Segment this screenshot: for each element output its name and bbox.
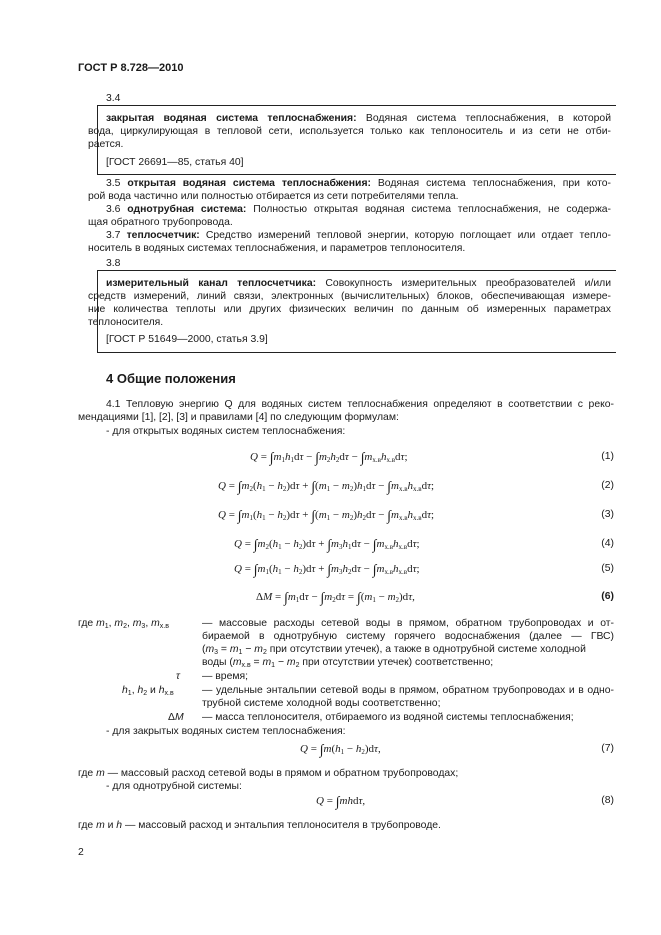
where-description: бираемой в однотрубную систему горячего водоснабжения (далее — ГВС) — [202, 631, 614, 642]
equation-number: (6) — [601, 591, 614, 602]
where-symbol: τ — [176, 671, 180, 682]
definition-number: 3.5 — [106, 178, 121, 189]
equation-number: (1) — [601, 451, 614, 462]
definition-line — [106, 112, 611, 125]
definition-line — [106, 203, 611, 216]
formula-7: $Q = \int m(h_1 - h_2)d\tau$, — [300, 743, 381, 758]
equation-number: (3) — [601, 509, 614, 520]
definition-line: ние количества теплоты или других физических величин по данным об измеренных параметрах — [88, 304, 611, 315]
where-line: где m и h — массовый расход и энтальпия теплоносителя в трубопроводе. — [78, 820, 441, 831]
definition-term: измерительный канал теплосчетчика: — [106, 278, 317, 289]
definition-term: теплосчетчик: — [126, 230, 200, 241]
definition-reference: [ГОСТ Р 51649—2000, статья 3.9] — [106, 334, 268, 345]
where-word: где — [78, 618, 94, 629]
formula-6: $\Delta M = \int m_1d\tau - \int m_2d\tau = \int(m_1 - m_2)d\tau$, — [256, 591, 415, 606]
where-description: воды ($m_{х.в} = m_1 - m_2$ при отсутствии утечек) соответственно; — [202, 657, 494, 669]
where-line: где m — массовый расход сетевой воды в прямом и обратном трубопроводах; — [78, 768, 459, 779]
definition-term: однотрубная система: — [127, 204, 247, 215]
where-description: — время; — [202, 671, 249, 682]
where-text: воды ( — [202, 657, 233, 668]
equation-number: (2) — [601, 480, 614, 491]
where-symbol: ΔM — [168, 712, 184, 723]
bullet-item: - для закрытых водяных систем теплоснабжения: — [106, 726, 346, 737]
equation-number: (7) — [601, 743, 614, 754]
definition-text: Полностью открытая водяная система теплоснабжения, не содержа- — [253, 204, 612, 215]
definition-line: рается. — [88, 139, 124, 150]
definition-term: закрытая водяная система теплоснабжения: — [106, 113, 357, 124]
definition-line: носитель в водяных системах теплоснабжения, и параметров теплоносителя. — [88, 243, 466, 254]
where-description: — удельные энтальпии сетевой воды в прямом, обратном трубопроводах и в одно- — [202, 685, 614, 696]
formula-1: $Q = \int m_1h_1d\tau - \int m_2h_2d\tau - \int m_{х.в}h_{х.в}d\tau$; — [250, 451, 408, 466]
definition-line — [106, 229, 611, 242]
where-text: при отсутствии утечек) соответственно; — [302, 657, 494, 668]
formula-3: $Q = \int m_1(h_1 - h_2)d\tau + \int(m_1 - m_2)h_2d\tau - \int m_{х.в}h_{х.в}d\tau$; — [218, 509, 435, 524]
definition-line: рой вода частично или полностью отбирается из сети потребителями тепла. — [88, 191, 459, 202]
equation-number: (5) — [601, 563, 614, 574]
formula-2: $Q = \int m_2(h_1 - h_2)d\tau + \int(m_1 - m_2)h_1d\tau - \int m_{х.в}h_{х.в}d\tau$; — [218, 480, 435, 495]
definition-number: 3.8 — [106, 258, 121, 269]
where-description: ($m_3 = m_1 - m_2$ при отсутствии утечек), а также в однотрубной системе холодной — [202, 644, 586, 656]
where-text: — массовый расход и энтальпия теплоносителя в трубопроводе. — [124, 820, 441, 831]
where-text: — массовый расход сетевой воды в прямом и обратном трубопроводах; — [107, 768, 459, 779]
document-header: ГОСТ Р 8.728—2010 — [78, 62, 184, 74]
formula-4: $Q = \int m_2(h_1 - h_2)d\tau + \int m_3h_1d\tau - \int m_{х.в}h_{х.в}d\tau$; — [234, 538, 420, 553]
definition-text: Совокупность измерительных преобразователей и/или — [325, 278, 612, 289]
where-text: при отсутствии утечек), а также в однотрубной системе холодной — [269, 644, 586, 655]
section-heading: 4 Общие положения — [106, 371, 236, 386]
where-description: — массовые расходы сетевой воды в прямом, обратном трубопроводах и от- — [202, 618, 614, 629]
where-intro: где $m_1$, $m_2$, $m_3$, $m_{х.в}$ — [78, 618, 169, 630]
definition-line: щая обратного трубопровода. — [88, 217, 233, 228]
definition-line — [106, 177, 611, 190]
definition-text: Водяная система теплоснабжения, в которой — [365, 113, 612, 124]
page-number: 2 — [78, 847, 84, 858]
definition-reference: [ГОСТ 26691—85, статья 40] — [106, 157, 244, 168]
definition-number: 3.7 — [106, 230, 121, 241]
where-description: — масса теплоносителя, отбираемого из водяной системы теплоснабжения; — [202, 712, 574, 723]
formula-8: Q = ∫mhdτ, — [316, 795, 366, 810]
bullet-item: - для однотрубной системы: — [106, 781, 242, 792]
definition-line: средств измерений, линий связи, электронных (вычислительных) блоков, обеспечивающая измере- — [88, 291, 611, 302]
definition-number: 3.6 — [106, 204, 121, 215]
where-symbol: $h_1$, $h_2$ и $h_{х.в}$ — [122, 685, 174, 697]
definition-term: открытая водяная система теплоснабжения: — [127, 178, 371, 189]
paragraph-line: мендациями [1], [2], [3] и правилами [4] по следующим формулам: — [78, 412, 399, 423]
definition-line — [106, 277, 611, 290]
formula-5: $Q = \int m_1(h_1 - h_2)d\tau + \int m_3h_2d\tau - \int m_{х.в}h_{х.в}d\tau$; — [234, 563, 420, 578]
definition-line: теплоносителя. — [88, 317, 164, 328]
equation-number: (8) — [601, 795, 614, 806]
definition-text: Водяная система теплоснабжения, при кото- — [377, 178, 611, 189]
bullet-item: - для открытых водяных систем теплоснабжения: — [106, 426, 346, 437]
definition-text: Средство измерений тепловой энергии, которую поглощает или отдает тепло- — [205, 230, 611, 241]
definition-number: 3.4 — [106, 93, 121, 104]
equation-number: (4) — [601, 538, 614, 549]
definition-line: вода, циркулирующая в тепловой сети, используется только как теплоноситель и из сети не отби- — [88, 126, 611, 137]
where-description: трубной системе холодной воды соответственно; — [202, 698, 441, 709]
paragraph-line: 4.1 Тепловую энергию Q для водяных систем теплоснабжения определяют в соответствии с реко- — [106, 399, 614, 410]
